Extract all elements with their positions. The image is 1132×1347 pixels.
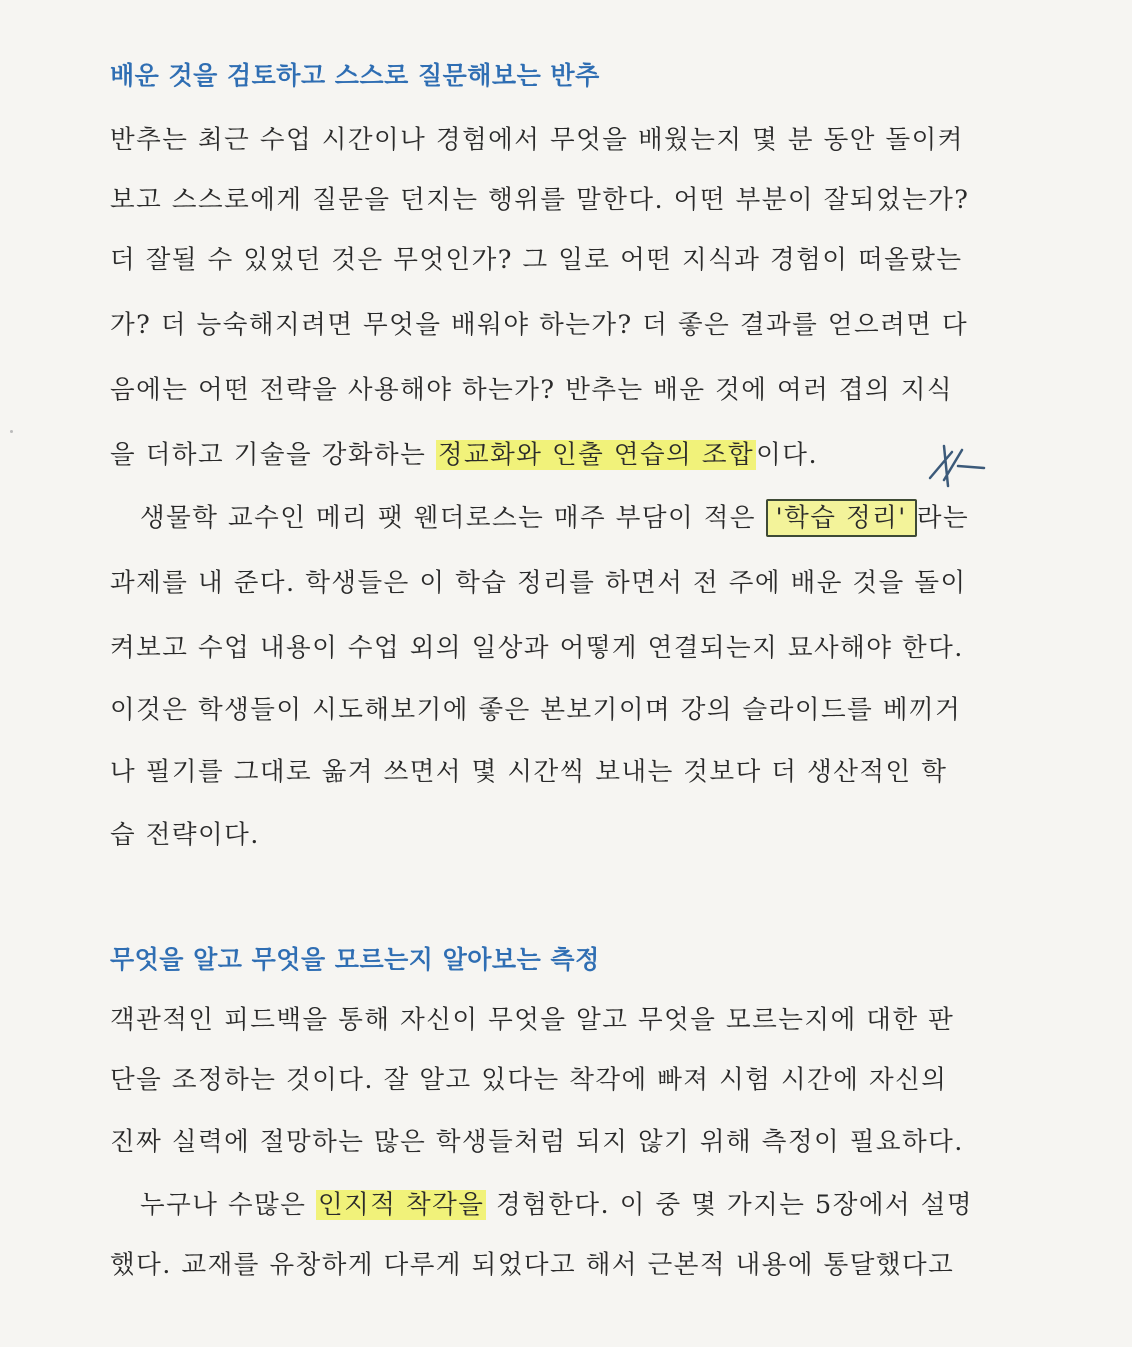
text-line: 켜보고 수업 내용이 수업 외의 일상과 어떻게 연결되는지 묘사해야 한다.: [110, 633, 964, 663]
text-line: 습 전략이다.: [110, 820, 260, 850]
highlighted-phrase: 인지적 착각을: [318, 1190, 485, 1220]
section-heading-calibration: 무엇을 알고 무엇을 모르는지 알아보는 측정: [110, 945, 600, 974]
text-line: [110, 435, 980, 475]
text-line: 보고 스스로에게 질문을 던지는 행위를 말한다. 어떤 부분이 잘되었는가?: [110, 185, 970, 215]
text-line: 가? 더 능숙해지려면 무엇을 배워야 하는가? 더 좋은 결과를 얻으려면 다: [110, 310, 969, 340]
text-line: 더 잘될 수 있었던 것은 무엇인가? 그 일로 어떤 지식과 경험이 떠올랐는: [110, 245, 963, 275]
page-speck: [10, 430, 13, 433]
handwritten-check-mark: [922, 440, 992, 490]
text-line: [140, 498, 980, 538]
section-heading-reflection: 배운 것을 검토하고 스스로 질문해보는 반추: [110, 61, 600, 90]
text-line: [140, 1185, 980, 1225]
text-line: 반추는 최근 수업 시간이나 경험에서 무엇을 배웠는지 몇 분 동안 돌이켜: [110, 125, 964, 155]
text-segment: 경험한다. 이 중 몇 가지는 5장에서 설명: [486, 1190, 973, 1220]
text-segment: 생물학 교수인 메리 팻 웬더로스는 매주 부담이 적은: [140, 503, 766, 533]
text-segment: 이다.: [756, 440, 819, 470]
text-segment: 누구나 수많은: [140, 1190, 317, 1220]
boxed-phrase: '학습 정리': [766, 499, 917, 537]
text-line: 했다. 교재를 유창하게 다루게 되었다고 해서 근본적 내용에 통달했다고: [110, 1250, 955, 1280]
text-segment: 을 더하고 기술을 강화하는: [110, 440, 436, 470]
text-line: 나 필기를 그대로 옮겨 쓰면서 몇 시간씩 보내는 것보다 더 생산적인 학: [110, 757, 948, 787]
text-line: 단을 조정하는 것이다. 잘 알고 있다는 착각에 빠져 시험 시간에 자신의: [110, 1065, 948, 1095]
text-line: 이것은 학생들이 시도해보기에 좋은 본보기이며 강의 슬라이드를 베끼거: [110, 695, 962, 725]
text-line: 진짜 실력에 절망하는 많은 학생들처럼 되지 않기 위해 측정이 필요하다.: [110, 1127, 964, 1157]
text-line: 과제를 내 준다. 학생들은 이 학습 정리를 하면서 전 주에 배운 것을 돌이: [110, 568, 967, 598]
text-segment: 라는: [916, 503, 970, 533]
text-line: 음에는 어떤 전략을 사용해야 하는가? 반추는 배운 것에 여러 겹의 지식: [110, 375, 953, 405]
highlighted-phrase: 정교화와 인출 연습의 조합: [437, 440, 755, 470]
text-line: 객관적인 피드백을 통해 자신이 무엇을 알고 무엇을 모르는지에 대한 판: [110, 1005, 955, 1035]
